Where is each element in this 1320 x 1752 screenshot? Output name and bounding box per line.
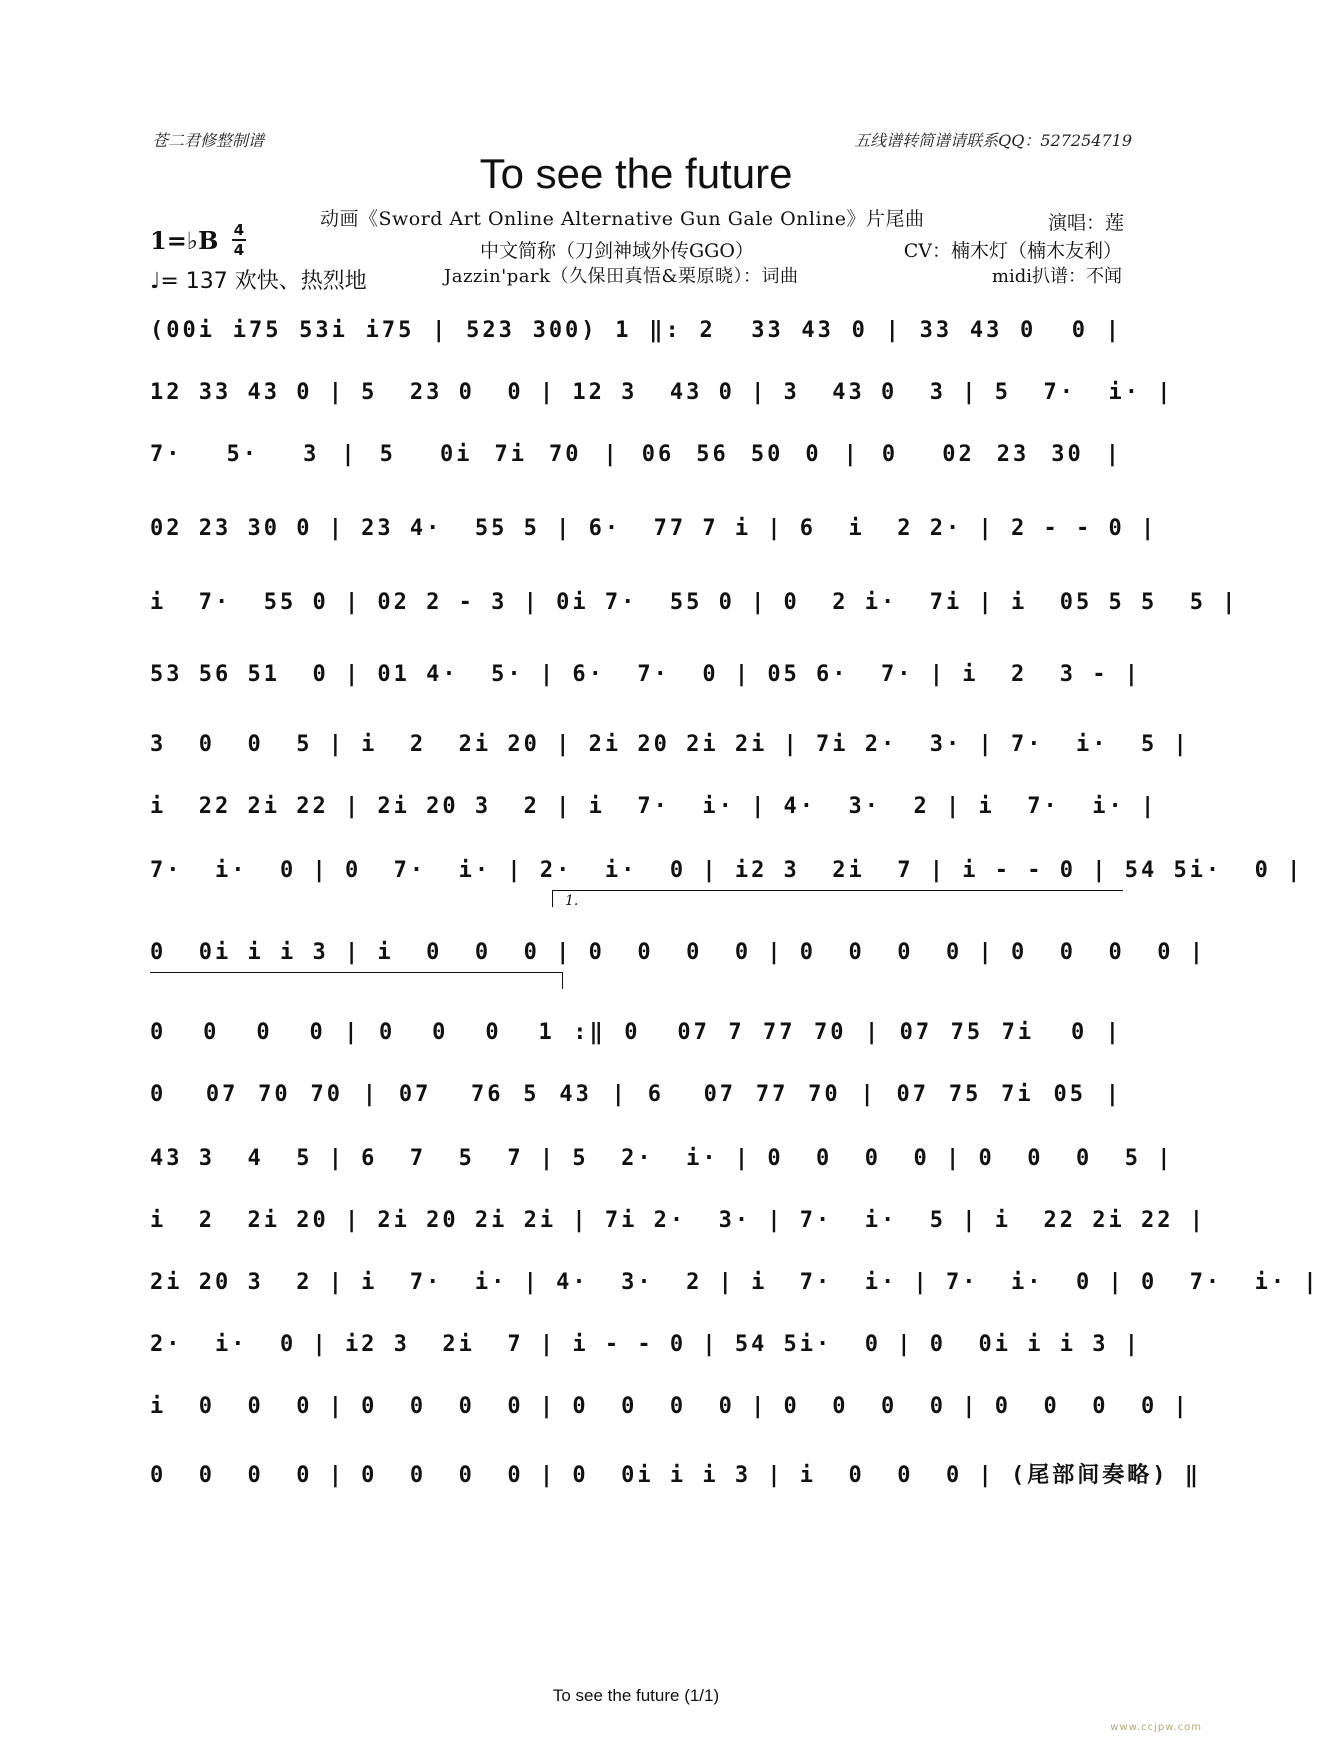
score-row (150, 1082, 1122, 1122)
score-row (150, 662, 1141, 702)
score-row (150, 732, 1190, 772)
chinese-name: 中文简称（刀剑神域外传GGO） (480, 240, 754, 262)
score-row-text: 02 23 30 0 | 23 4· 55 5 | 6· 77 7 i | 6 i 2 2· | 2 - - 0 | (150, 516, 1158, 541)
score-row (150, 1394, 1190, 1434)
score-row (150, 380, 1174, 420)
score-row-text: 7· 5· 3 | 5 0i 7i 70 | 06 56 50 0 | 0 02 23 30 | (150, 442, 1122, 467)
score-row-text: 3 0 0 5 | i 2 2i 20 | 2i 20 2i 2i | 7i 2· 3· | 7· i· 5 | (150, 732, 1190, 757)
score-row (150, 1458, 1201, 1498)
score-row-text: 12 33 43 0 | 5 23 0 0 | 12 3 43 0 | 3 43 0 3 | 5 7· i· | (150, 380, 1174, 405)
score-row (150, 1208, 1206, 1248)
score-row-text: i 7· 55 0 | 02 2 - 3 | 0i 7· 55 0 | 0 2 i· 7i | i 05 5 5 5 | (150, 590, 1239, 615)
arranger-note: 苍二君修整制谱 (152, 131, 265, 150)
score-row-text: 0 0 0 0 | 0 0 0 1 :‖ 0 07 7 77 70 | 07 75 7i 0 | (150, 1020, 1122, 1045)
score-row-text: 0 0 0 0 | 0 0 0 0 | 0 0i i i 3 | i 0 0 0 | (尾部间奏略) ‖ (150, 1463, 1201, 1488)
midi-credit: midi扒谱：不闻 (991, 266, 1122, 287)
score-row (150, 794, 1158, 834)
score-row-text: 53 56 51 0 | 01 4· 5· | 6· 7· 0 | 05 6· 7· | i 2 3 - | (150, 662, 1141, 687)
score-row-text: i 0 0 0 | 0 0 0 0 | 0 0 0 0 | 0 0 0 0 | 0 0 0 0 | (150, 1394, 1190, 1419)
score-row-text: (00i i75 53i i75 | 523 300) 1 ‖: 2 33 43 0 | 33 43 0 0 | (150, 318, 1122, 343)
score-row (150, 318, 1122, 358)
score-row (150, 1332, 1141, 1372)
time-signature-top: 4 (233, 221, 245, 239)
cv-credit: CV：楠木灯（楠木友利） (903, 240, 1122, 262)
score-row (150, 1020, 1122, 1060)
contact-note: 五线谱转简谱请联系QQ：527254719 (854, 131, 1132, 150)
score-row-text: 0 07 70 70 | 07 76 5 43 | 6 07 77 70 | 07 75 7i 05 | (150, 1082, 1122, 1107)
score-row-text: i 22 2i 22 | 2i 20 3 2 | i 7· i· | 4· 3· 2 | i 7· i· | (150, 794, 1158, 819)
tempo-marking: ♩= 137 欢快、热烈地 (150, 269, 367, 294)
score-row (150, 516, 1158, 556)
time-signature-bottom: 4 (233, 241, 245, 259)
page-title: To see the future (479, 150, 793, 197)
volta-label: 1. (565, 893, 579, 909)
score-row (150, 1146, 1174, 1186)
time-signature (232, 222, 246, 258)
score-row-text: i 2 2i 20 | 2i 20 2i 2i | 7i 2· 3· | 7· i· 5 | i 22 2i 22 | (150, 1208, 1206, 1233)
score-row (150, 1270, 1320, 1310)
score-row-text: 43 3 4 5 | 6 7 5 7 | 5 2· i· | 0 0 0 0 | 0 0 0 5 | (150, 1146, 1174, 1171)
score-row-text: 7· i· 0 | 0 7· i· | 2· i· 0 | i2 3 2i 7 | i - - 0 | 54 5i· 0 | (150, 858, 1304, 883)
score-row (150, 590, 1239, 630)
score-row-text: 2i 20 3 2 | i 7· i· | 4· 3· 2 | i 7· i· | 7· i· 0 | 0 7· i· | (150, 1270, 1320, 1295)
score-row (150, 442, 1122, 482)
page-footer: To see the future (1/1) (552, 1686, 720, 1705)
score-row-text: 0 0i i i 3 | i 0 0 0 | 0 0 0 0 | 0 0 0 0 | 0 0 0 0 | (150, 940, 1206, 965)
subtitle: 动画《Sword Art Online Alternative Gun Gale Online》片尾曲 (320, 208, 925, 230)
composer-credit: Jazzin'park（久保田真悟&栗原晓）：词曲 (444, 266, 799, 287)
watermark: www.ccjpw.com (1110, 1722, 1202, 1733)
score-row-text: 2· i· 0 | i2 3 2i 7 | i - - 0 | 54 5i· 0 | 0 0i i i 3 | (150, 1332, 1141, 1357)
key-signature: 1=♭B (150, 226, 219, 255)
first-ending-bracket-continued (150, 972, 563, 989)
first-ending-bracket (552, 890, 1123, 907)
singer: 演唱：莲 (1047, 212, 1124, 234)
